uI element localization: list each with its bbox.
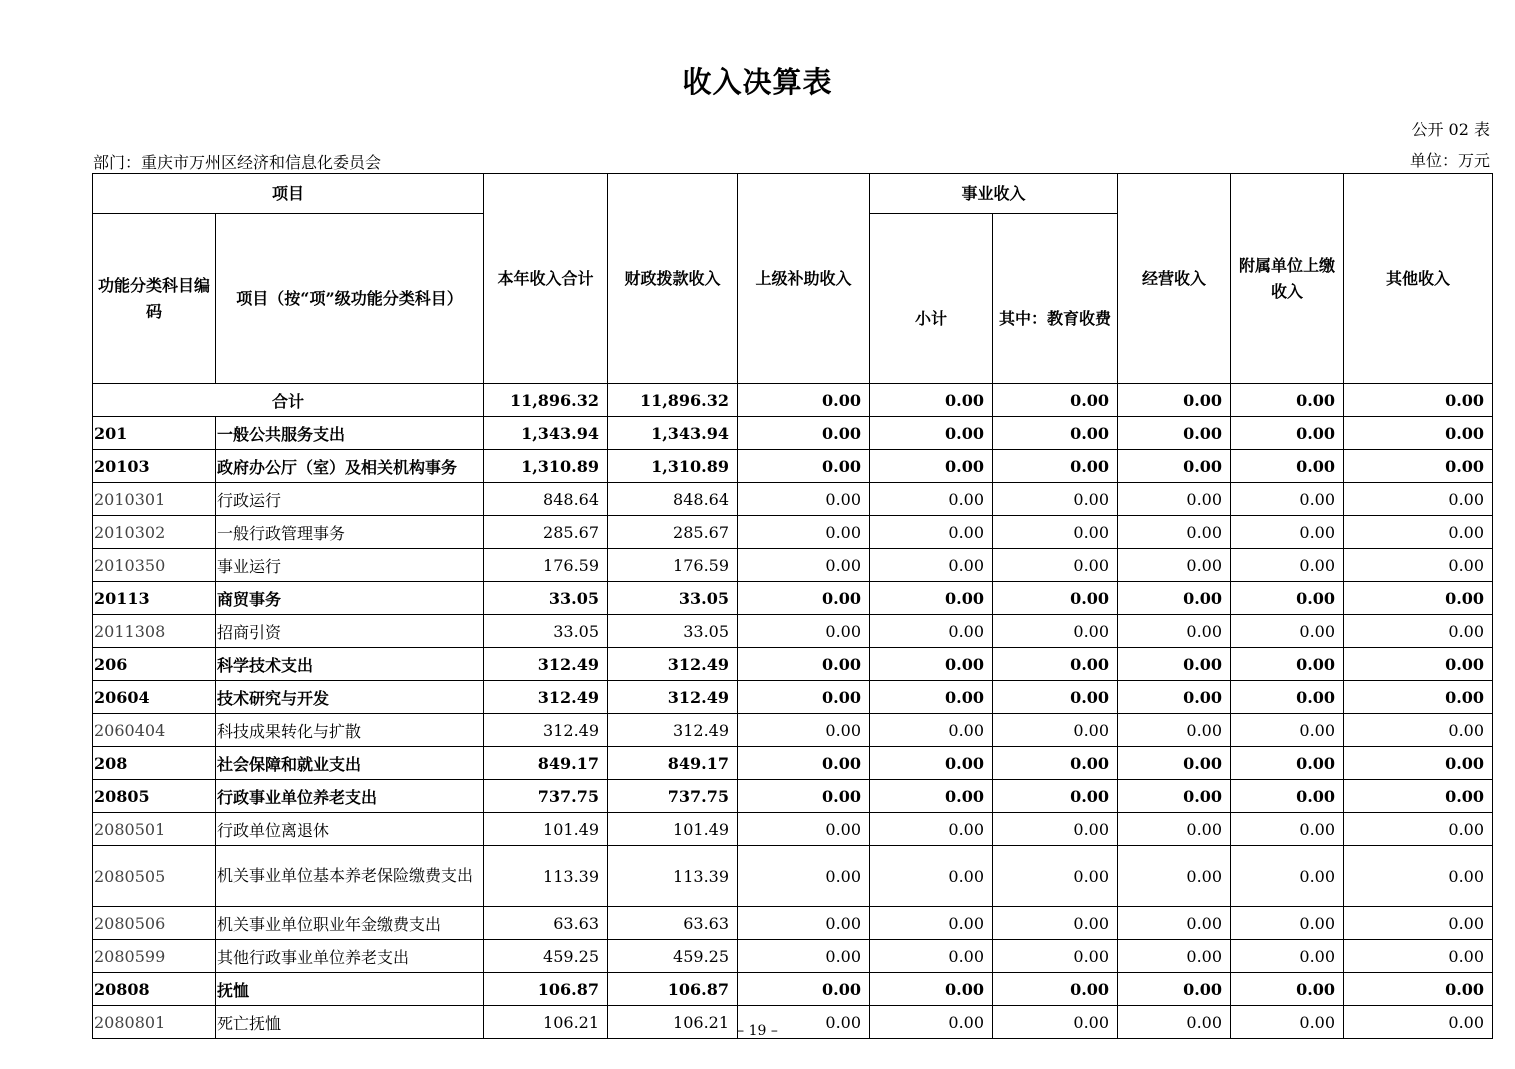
row-value: 0.00 [870,450,993,483]
row-name: 一般行政管理事务 [216,516,484,549]
table-row [93,516,1493,549]
row-value: 0.00 [1344,813,1493,846]
row-value: 0.00 [1344,747,1493,780]
row-value: 106.87 [484,973,608,1006]
table-row [93,747,1493,780]
row-value: 0.00 [870,1006,993,1039]
row-value: 0.00 [870,648,993,681]
row-value: 0.00 [993,1006,1118,1039]
total-cell: 0.00 [738,384,870,417]
row-value: 176.59 [484,549,608,582]
row-name: 机关事业单位职业年金缴费支出 [216,907,484,940]
row-value: 0.00 [993,516,1118,549]
row-value: 0.00 [738,940,870,973]
row-value: 0.00 [870,846,993,907]
row-name: 商贸事务 [216,582,484,615]
header-business: 事业收入 [870,174,1118,214]
row-value: 106.21 [608,1006,738,1039]
row-value: 0.00 [993,681,1118,714]
table-row [93,846,1493,907]
row-value: 0.00 [993,940,1118,973]
table-row [93,907,1493,940]
row-name: 招商引资 [216,615,484,648]
row-value: 0.00 [1231,780,1344,813]
row-value: 0.00 [1344,648,1493,681]
row-value: 848.64 [484,483,608,516]
row-value: 0.00 [1118,780,1231,813]
row-value: 0.00 [1231,747,1344,780]
table-row [93,714,1493,747]
row-value: 0.00 [870,483,993,516]
row-name: 死亡抚恤 [216,1006,484,1039]
table-body [93,384,1493,1039]
row-value: 1,343.94 [484,417,608,450]
row-value: 312.49 [608,681,738,714]
row-value: 0.00 [993,747,1118,780]
row-value: 0.00 [870,780,993,813]
row-value: 0.00 [1118,846,1231,907]
row-value: 737.75 [608,780,738,813]
row-value: 285.67 [608,516,738,549]
row-value: 848.64 [608,483,738,516]
row-value: 0.00 [1344,681,1493,714]
row-value: 0.00 [870,714,993,747]
row-value: 33.05 [608,615,738,648]
row-value: 312.49 [484,714,608,747]
table-row [93,813,1493,846]
row-code: 208 [93,747,216,780]
row-value: 0.00 [1118,940,1231,973]
row-value: 0.00 [1344,973,1493,1006]
page-number: – 19 – [737,1023,778,1039]
row-name: 行政运行 [216,483,484,516]
row-value: 312.49 [608,714,738,747]
row-value: 0.00 [738,648,870,681]
row-value: 0.00 [1118,549,1231,582]
row-value: 0.00 [738,549,870,582]
row-value: 0.00 [870,747,993,780]
row-value: 737.75 [484,780,608,813]
total-row [93,384,1493,417]
row-value: 0.00 [1118,417,1231,450]
row-value: 106.87 [608,973,738,1006]
row-value: 0.00 [1231,940,1344,973]
row-value: 0.00 [1118,1006,1231,1039]
total-cell: 0.00 [1344,384,1493,417]
row-value: 312.49 [608,648,738,681]
row-name: 事业运行 [216,549,484,582]
row-value: 101.49 [608,813,738,846]
row-value: 0.00 [870,615,993,648]
row-value: 1,343.94 [608,417,738,450]
row-value: 0.00 [738,1006,870,1039]
row-value: 63.63 [608,907,738,940]
row-code: 20808 [93,973,216,1006]
row-value: 0.00 [1118,747,1231,780]
row-name: 其他行政事业单位养老支出 [216,940,484,973]
row-name: 一般公共服务支出 [216,417,484,450]
row-name: 政府办公厅（室）及相关机构事务 [216,450,484,483]
row-value: 0.00 [738,846,870,907]
row-value: 0.00 [1118,714,1231,747]
row-value: 0.00 [738,813,870,846]
total-cell: 11,896.32 [484,384,608,417]
row-value: 0.00 [993,813,1118,846]
row-value: 0.00 [1231,582,1344,615]
row-code: 201 [93,417,216,450]
row-value: 106.21 [484,1006,608,1039]
table-row [93,681,1493,714]
row-value: 0.00 [1118,648,1231,681]
row-value: 849.17 [608,747,738,780]
row-value: 1,310.89 [484,450,608,483]
row-code: 2060404 [93,714,216,747]
row-value: 0.00 [1231,483,1344,516]
header-fiscal: 财政拨款收入 [608,174,738,384]
row-value: 33.05 [484,615,608,648]
total-cell: 0.00 [993,384,1118,417]
row-value: 0.00 [738,714,870,747]
row-value: 0.00 [1344,450,1493,483]
row-value: 0.00 [1118,516,1231,549]
row-value: 0.00 [738,483,870,516]
row-value: 63.63 [484,907,608,940]
row-value: 0.00 [1118,907,1231,940]
total-label: 合计 [93,384,484,417]
row-value: 0.00 [1118,450,1231,483]
income-table [92,173,1493,1039]
row-code: 20604 [93,681,216,714]
row-code: 2010301 [93,483,216,516]
row-code: 2080801 [93,1006,216,1039]
row-value: 1,310.89 [608,450,738,483]
row-value: 0.00 [1118,615,1231,648]
row-value: 0.00 [993,780,1118,813]
row-value: 0.00 [738,516,870,549]
row-value: 0.00 [993,648,1118,681]
total-cell: 0.00 [870,384,993,417]
row-value: 33.05 [484,582,608,615]
row-value: 0.00 [870,582,993,615]
form-number: 公开 02 表 [1411,120,1490,139]
row-value: 0.00 [993,846,1118,907]
page-title: 收入决算表 [682,65,833,99]
header-other: 其他收入 [1344,174,1493,384]
row-value: 0.00 [1231,516,1344,549]
row-value: 0.00 [1231,813,1344,846]
table-row [93,450,1493,483]
header-item: 项目 [93,174,484,214]
unit-label: 单位：万元 [1409,151,1490,170]
row-value: 0.00 [738,973,870,1006]
table-row [93,483,1493,516]
header-total-income: 本年收入合计 [484,174,608,384]
row-value: 0.00 [1344,417,1493,450]
header-superior: 上级补助收入 [738,174,870,384]
row-code: 20113 [93,582,216,615]
row-value: 0.00 [993,615,1118,648]
row-value: 0.00 [1344,714,1493,747]
row-code: 2011308 [93,615,216,648]
total-cell: 0.00 [1118,384,1231,417]
row-value: 0.00 [1344,780,1493,813]
row-value: 0.00 [870,973,993,1006]
row-value: 312.49 [484,648,608,681]
table-row [93,648,1493,681]
row-value: 0.00 [1344,1006,1493,1039]
row-value: 0.00 [1344,846,1493,907]
row-value: 0.00 [1231,615,1344,648]
row-value: 849.17 [484,747,608,780]
row-name: 社会保障和就业支出 [216,747,484,780]
row-value: 0.00 [1118,582,1231,615]
row-value: 0.00 [738,681,870,714]
row-value: 0.00 [993,549,1118,582]
row-code: 2010350 [93,549,216,582]
row-value: 0.00 [738,582,870,615]
table-row [93,582,1493,615]
table-row [93,615,1493,648]
row-value: 0.00 [1231,549,1344,582]
row-value: 0.00 [870,940,993,973]
row-value: 0.00 [1231,973,1344,1006]
row-value: 176.59 [608,549,738,582]
row-code: 2010302 [93,516,216,549]
row-value: 0.00 [1344,516,1493,549]
row-value: 459.25 [484,940,608,973]
row-code: 206 [93,648,216,681]
row-value: 0.00 [738,417,870,450]
header-name: 项目（按“项”级功能分类科目） [216,214,484,384]
row-value: 0.00 [1118,681,1231,714]
row-name: 行政单位离退休 [216,813,484,846]
row-value: 0.00 [993,450,1118,483]
row-value: 0.00 [993,907,1118,940]
row-value: 0.00 [993,714,1118,747]
row-value: 0.00 [1118,973,1231,1006]
row-value: 0.00 [1231,907,1344,940]
row-value: 0.00 [738,615,870,648]
row-value: 113.39 [484,846,608,907]
row-code: 20805 [93,780,216,813]
row-name: 科技成果转化与扩散 [216,714,484,747]
header-code: 功能分类科目编码 [93,214,216,384]
row-value: 0.00 [993,973,1118,1006]
row-value: 113.39 [608,846,738,907]
row-value: 0.00 [870,516,993,549]
row-value: 0.00 [738,907,870,940]
row-code: 2080505 [93,846,216,907]
row-value: 0.00 [738,450,870,483]
row-value: 285.67 [484,516,608,549]
row-value: 0.00 [1344,549,1493,582]
row-code: 20103 [93,450,216,483]
row-value: 0.00 [1231,714,1344,747]
row-value: 0.00 [1118,483,1231,516]
table-row [93,973,1493,1006]
row-code: 2080599 [93,940,216,973]
row-value: 0.00 [870,681,993,714]
row-value: 0.00 [1231,846,1344,907]
row-value: 0.00 [1344,483,1493,516]
header-subtotal: 小计 [870,214,993,384]
header-edu-fee: 其中：教育收费 [993,214,1118,384]
table-row [93,780,1493,813]
total-cell: 11,896.32 [608,384,738,417]
row-value: 312.49 [484,681,608,714]
row-name: 行政事业单位养老支出 [216,780,484,813]
table-header [93,174,1493,384]
row-value: 101.49 [484,813,608,846]
row-code: 2080501 [93,813,216,846]
row-value: 0.00 [870,417,993,450]
table-row [93,940,1493,973]
row-value: 0.00 [1344,615,1493,648]
row-code: 2080506 [93,907,216,940]
department-label: 部门：重庆市万州区经济和信息化委员会 [93,153,382,172]
row-value: 0.00 [993,483,1118,516]
row-value: 0.00 [1231,450,1344,483]
total-cell: 0.00 [1231,384,1344,417]
row-value: 0.00 [1344,940,1493,973]
row-value: 0.00 [870,813,993,846]
row-value: 0.00 [1231,648,1344,681]
row-name: 抚恤 [216,973,484,1006]
header-operating: 经营收入 [1118,174,1231,384]
table-row [93,417,1493,450]
row-value: 0.00 [738,780,870,813]
row-value: 0.00 [1118,813,1231,846]
row-value: 0.00 [1344,907,1493,940]
row-value: 0.00 [1231,417,1344,450]
row-value: 0.00 [993,582,1118,615]
row-value: 0.00 [870,907,993,940]
row-value: 33.05 [608,582,738,615]
row-name: 技术研究与开发 [216,681,484,714]
row-value: 0.00 [738,747,870,780]
row-value: 0.00 [1231,681,1344,714]
header-affiliated: 附属单位上缴收入 [1231,174,1344,384]
row-value: 459.25 [608,940,738,973]
row-name: 科学技术支出 [216,648,484,681]
row-value: 0.00 [1344,582,1493,615]
row-name: 机关事业单位基本养老保险缴费支出 [216,846,484,907]
row-value: 0.00 [1231,1006,1344,1039]
row-value: 0.00 [993,417,1118,450]
table-row [93,549,1493,582]
row-value: 0.00 [870,549,993,582]
